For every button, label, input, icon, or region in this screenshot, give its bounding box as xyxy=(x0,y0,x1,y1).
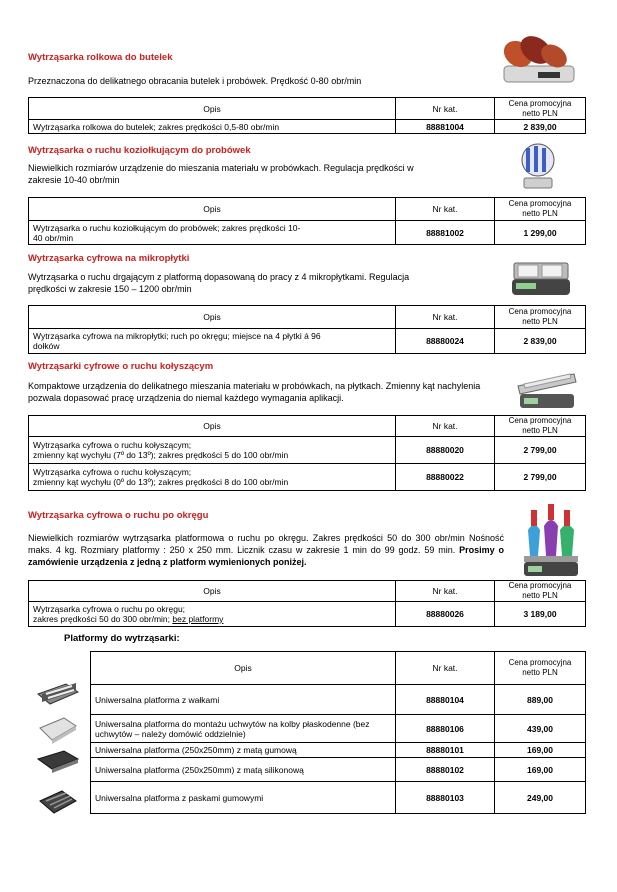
table-header-row xyxy=(29,416,586,437)
col-header-cena: Cena promocyjna netto PLN xyxy=(495,652,586,685)
row-opis-line2: zmienny kąt wychyłu (0º do 13º); zakres prędkości 8 do 100 obr/min xyxy=(33,477,289,487)
section-title-platforms: Platformy do wytrząsarki: xyxy=(64,633,180,644)
platform-rubber-mat-image xyxy=(36,747,80,777)
row-opis-line2b: bez platformy xyxy=(172,614,224,624)
row-opis xyxy=(29,464,396,491)
platform-rollers-image xyxy=(36,680,80,712)
table-row xyxy=(29,464,586,491)
row-nr: 88880020 xyxy=(396,437,495,464)
row-opis: Wytrząsarka cyfrowa na mikropłytki; ruch po okręgu; miejsce na 4 płytki á 96 dołków xyxy=(29,329,396,354)
col-header-opis: Opis xyxy=(29,581,396,602)
col-header-cena: Cena promocyjna netto PLN xyxy=(495,198,586,221)
row-opis-line2 xyxy=(33,614,391,624)
row-cena: 439,00 xyxy=(495,715,586,743)
section-desc-roller-shaker: Przeznaczona do delikatnego obracania butelek i probówek. Prędkość 0-80 obr/min xyxy=(28,76,362,86)
row-nr: 88880026 xyxy=(396,602,495,627)
product-table-rocking-shakers xyxy=(28,415,586,491)
row-opis: Uniwersalna platforma z paskami gumowymi xyxy=(91,782,396,814)
section-title-orbital-shaker: Wytrząsarka cyfrowa o ruchu po okręgu xyxy=(28,510,209,521)
table-row xyxy=(29,437,586,464)
table-row xyxy=(29,221,586,245)
table-header-row xyxy=(29,98,586,120)
table-row xyxy=(91,743,586,758)
tumbling-shaker-image xyxy=(512,140,562,192)
row-cena: 889,00 xyxy=(495,685,586,715)
col-header-cena: Cena promocyjna netto PLN xyxy=(495,98,586,120)
row-nr: 88880024 xyxy=(396,329,495,354)
row-nr: 88880022 xyxy=(396,464,495,491)
table-header-row xyxy=(91,652,586,685)
section-title-tumbling-shaker: Wytrząsarka o ruchu koziołkującym do probówek xyxy=(28,145,251,156)
table-row xyxy=(91,685,586,715)
orbital-desc-bold: Prosimy o zamówienie urządzenia z jedną z platform wymienionych poniżej. xyxy=(28,545,504,567)
product-table-orbital-shaker xyxy=(28,580,586,627)
row-nr: 88880103 xyxy=(396,782,495,814)
row-cena: 2 839,00 xyxy=(495,120,586,134)
row-cena: 2 839,00 xyxy=(495,329,586,354)
row-cena: 1 299,00 xyxy=(495,221,586,245)
table-header-row xyxy=(29,306,586,329)
row-opis-line1: Wytrząsarka cyfrowa o ruchu kołyszącym; xyxy=(33,467,192,477)
row-opis: Uniwersalna platforma z wałkami xyxy=(91,685,396,715)
row-cena: 169,00 xyxy=(495,743,586,758)
rocking-shaker-image xyxy=(514,364,580,412)
table-row xyxy=(29,602,586,627)
section-title-microplate-shaker: Wytrząsarka cyfrowa na mikropłytki xyxy=(28,253,190,264)
row-nr: 88881004 xyxy=(396,120,495,134)
platform-flask-image xyxy=(38,714,78,746)
row-opis: Uniwersalna platforma (250x250mm) z matą silikonową xyxy=(91,758,396,782)
product-table-roller-shaker xyxy=(28,97,586,134)
row-opis: Uniwersalna platforma do montażu uchwytów na kolby płaskodenne (bez uchwytów – należy domówić oddzielnie) xyxy=(91,715,396,743)
col-header-nr: Nr kat. xyxy=(396,581,495,602)
row-nr: 88880106 xyxy=(396,715,495,743)
section-desc-orbital-shaker xyxy=(28,532,504,568)
microplate-shaker-image xyxy=(508,255,574,299)
section-desc-microplate-shaker: Wytrząsarka o ruchu drgającym z platformą dopasowaną do pracy z 4 mikropłytkami. Regulacja prędkości w zakresie 150 – 1200 obr/min xyxy=(28,272,410,294)
row-opis xyxy=(29,602,396,627)
table-row xyxy=(91,782,586,814)
section-desc-rocking-shakers: Kompaktowe urządzenia do delikatnego mieszania materiału w probówkach, na płytkach. Zmienny kąt nachylenia pozwala dopasować pracę urządzenia do niemal każdego wymagania aplikacji. xyxy=(28,381,481,403)
col-header-opis: Opis xyxy=(29,98,396,120)
col-header-nr: Nr kat. xyxy=(396,98,495,120)
table-row xyxy=(91,758,586,782)
table-row xyxy=(29,120,586,134)
section-title-roller-shaker: Wytrząsarka rolkowa do butelek xyxy=(28,52,173,63)
row-cena: 169,00 xyxy=(495,758,586,782)
col-header-cena: Cena promocyjna netto PLN xyxy=(495,306,586,329)
col-header-cena: Cena promocyjna netto PLN xyxy=(495,581,586,602)
row-nr: 88881002 xyxy=(396,221,495,245)
table-row xyxy=(29,329,586,354)
row-nr: 88880101 xyxy=(396,743,495,758)
col-header-opis: Opis xyxy=(29,416,396,437)
col-header-nr: Nr kat. xyxy=(396,416,495,437)
col-header-opis: Opis xyxy=(91,652,396,685)
col-header-nr: Nr kat. xyxy=(396,306,495,329)
table-row xyxy=(91,715,586,743)
row-opis: Uniwersalna platforma (250x250mm) z matą gumową xyxy=(91,743,396,758)
platform-rubber-strips-image xyxy=(38,787,78,819)
product-table-microplate-shaker xyxy=(28,305,586,354)
row-opis xyxy=(29,437,396,464)
orbital-desc-text: Niewielkich rozmiarów wytrząsarka platformowa o ruchu po okręgu. Zakres prędkości 50 do 300 obr/min Nośność maks. 4 kg. Rozmiary platformy : 250 x 250 mm. Licznik czasu w zakresie 1 min do 99 godz. 59 min. xyxy=(28,533,504,555)
row-cena: 2 799,00 xyxy=(495,437,586,464)
orbital-shaker-image xyxy=(520,500,582,580)
row-opis-line2a: zakres prędkości 50 do 300 obr/min; xyxy=(33,614,173,624)
col-header-nr: Nr kat. xyxy=(396,198,495,221)
row-cena: 249,00 xyxy=(495,782,586,814)
col-header-nr: Nr kat. xyxy=(396,652,495,685)
row-opis: Wytrząsarka o ruchu koziołkującym do probówek; zakres prędkości 10-40 obr/min xyxy=(29,221,396,245)
table-header-row xyxy=(29,581,586,602)
row-nr: 88880102 xyxy=(396,758,495,782)
row-opis: Wytrząsarka rolkowa do butelek; zakres prędkości 0,5-80 obr/min xyxy=(29,120,396,134)
row-cena: 3 189,00 xyxy=(495,602,586,627)
table-header-row xyxy=(29,198,586,221)
product-table-platforms xyxy=(90,651,586,814)
col-header-opis: Opis xyxy=(29,198,396,221)
section-title-rocking-shakers: Wytrząsarki cyfrowe o ruchu kołyszącym xyxy=(28,361,214,372)
col-header-opis: Opis xyxy=(29,306,396,329)
roller-shaker-image xyxy=(498,30,578,90)
section-desc-tumbling-shaker: Niewielkich rozmiarów urządzenie do mieszania materiału w probówkach. Regulacja prędkości w zakresie 10-40 obr/min xyxy=(28,163,414,185)
row-opis-line2: zmienny kąt wychyłu (7º do 13º); zakres prędkości 5 do 100 obr/min xyxy=(33,450,289,460)
row-opis-line1: Wytrząsarka cyfrowa o ruchu po okręgu; xyxy=(33,604,186,614)
col-header-cena: Cena promocyjna netto PLN xyxy=(495,416,586,437)
product-table-tumbling-shaker xyxy=(28,197,586,245)
row-opis-line1: Wytrząsarka cyfrowa o ruchu kołyszącym; xyxy=(33,440,192,450)
row-cena: 2 799,00 xyxy=(495,464,586,491)
row-nr: 88880104 xyxy=(396,685,495,715)
